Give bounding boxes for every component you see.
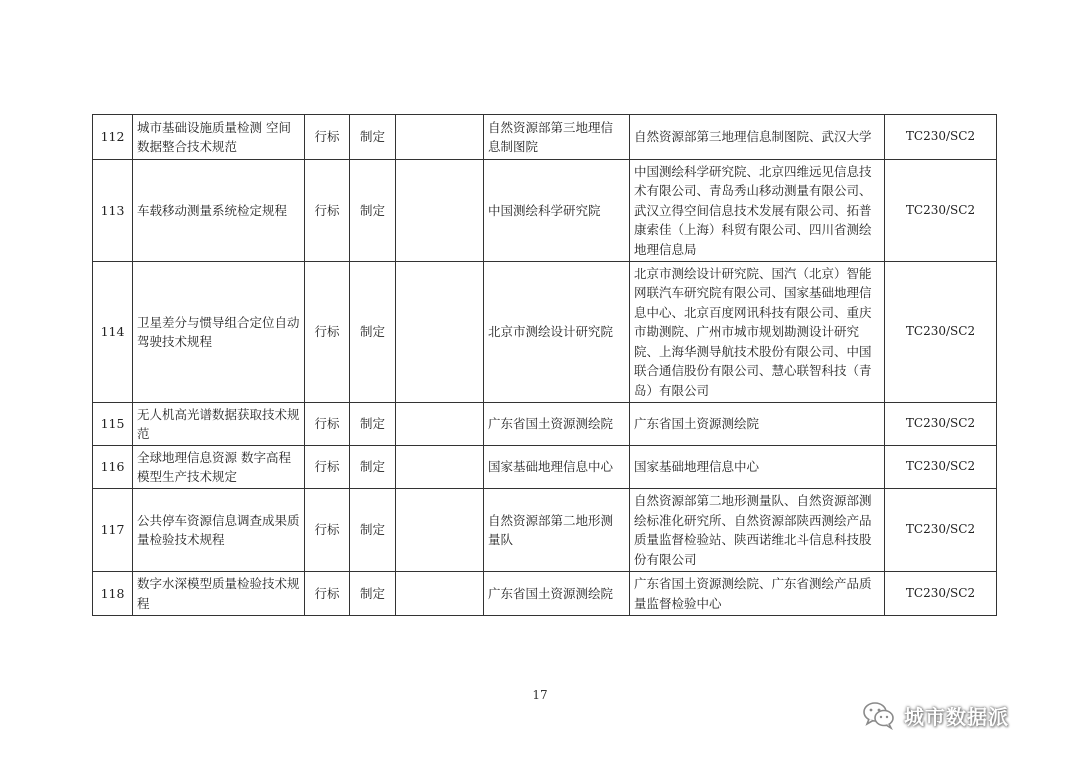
standard-action: 制定 (350, 403, 396, 446)
technical-committee: TC230/SC2 (885, 262, 997, 403)
empty-cell (396, 403, 484, 446)
standard-type: 行标 (305, 446, 350, 489)
lead-organization: 国家基础地理信息中心 (484, 446, 630, 489)
standard-name: 全球地理信息资源 数字高程模型生产技术规定 (133, 446, 305, 489)
standard-action: 制定 (350, 160, 396, 262)
standard-type: 行标 (305, 489, 350, 572)
participating-organizations: 北京市测绘设计研究院、国汽（北京）智能网联汽车研究院有限公司、国家基础地理信息中心、北京百度网讯科技有限公司、重庆市勘测院、广州市城市规划勘测设计研究院、上海华测导航技术股份有限公司、中国联合通信股份有限公司、慧心联智科技（青岛）有限公司 (630, 262, 885, 403)
lead-organization: 自然资源部第二地形测量队 (484, 489, 630, 572)
standard-name: 公共停车资源信息调查成果质量检验技术规程 (133, 489, 305, 572)
table-row (93, 160, 997, 262)
row-number: 118 (93, 572, 133, 616)
table-row (93, 262, 997, 403)
participating-organizations: 国家基础地理信息中心 (630, 446, 885, 489)
standard-action: 制定 (350, 572, 396, 616)
standard-type: 行标 (305, 572, 350, 616)
technical-committee: TC230/SC2 (885, 115, 997, 160)
watermark-text: 城市数据派 (904, 704, 1009, 729)
participating-organizations: 自然资源部第二地形测量队、自然资源部测绘标准化研究所、自然资源部陕西测绘产品质量监督检验站、陕西诺维北斗信息科技股份有限公司 (630, 489, 885, 572)
empty-cell (396, 446, 484, 489)
row-number: 113 (93, 160, 133, 262)
row-number: 116 (93, 446, 133, 489)
standard-name: 城市基础设施质量检测 空间数据整合技术规范 (133, 115, 305, 160)
technical-committee: TC230/SC2 (885, 403, 997, 446)
standard-type: 行标 (305, 115, 350, 160)
standard-action: 制定 (350, 446, 396, 489)
lead-organization: 广东省国土资源测绘院 (484, 403, 630, 446)
standard-name: 卫星差分与惯导组合定位自动驾驶技术规程 (133, 262, 305, 403)
participating-organizations: 自然资源部第三地理信息制图院、武汉大学 (630, 115, 885, 160)
standard-name: 数字水深模型质量检验技术规程 (133, 572, 305, 616)
empty-cell (396, 489, 484, 572)
watermark (862, 700, 1009, 730)
standard-action: 制定 (350, 115, 396, 160)
standard-type: 行标 (305, 160, 350, 262)
standard-type: 行标 (305, 403, 350, 446)
lead-organization: 广东省国土资源测绘院 (484, 572, 630, 616)
row-number: 112 (93, 115, 133, 160)
table-row (93, 489, 997, 572)
technical-committee: TC230/SC2 (885, 572, 997, 616)
technical-committee: TC230/SC2 (885, 446, 997, 489)
participating-organizations: 广东省国土资源测绘院、广东省测绘产品质量监督检验中心 (630, 572, 885, 616)
lead-organization: 中国测绘科学研究院 (484, 160, 630, 262)
technical-committee: TC230/SC2 (885, 489, 997, 572)
wechat-icon (862, 700, 896, 730)
standard-name: 无人机高光谱数据获取技术规范 (133, 403, 305, 446)
row-number: 117 (93, 489, 133, 572)
row-number: 114 (93, 262, 133, 403)
empty-cell (396, 160, 484, 262)
row-number: 115 (93, 403, 133, 446)
table-row (93, 572, 997, 616)
lead-organization: 自然资源部第三地理信息制图院 (484, 115, 630, 160)
page-number: 17 (532, 688, 548, 702)
participating-organizations: 广东省国土资源测绘院 (630, 403, 885, 446)
standard-type: 行标 (305, 262, 350, 403)
standard-action: 制定 (350, 262, 396, 403)
empty-cell (396, 572, 484, 616)
technical-committee: TC230/SC2 (885, 160, 997, 262)
empty-cell (396, 115, 484, 160)
standard-action: 制定 (350, 489, 396, 572)
table-row (93, 115, 997, 160)
lead-organization: 北京市测绘设计研究院 (484, 262, 630, 403)
participating-organizations: 中国测绘科学研究院、北京四维远见信息技术有限公司、青岛秀山移动测量有限公司、武汉立得空间信息技术发展有限公司、拓普康索佳（上海）科贸有限公司、四川省测绘地理信息局 (630, 160, 885, 262)
table-row (93, 446, 997, 489)
standard-name: 车载移动测量系统检定规程 (133, 160, 305, 262)
empty-cell (396, 262, 484, 403)
standards-table (92, 114, 997, 616)
table-row (93, 403, 997, 446)
